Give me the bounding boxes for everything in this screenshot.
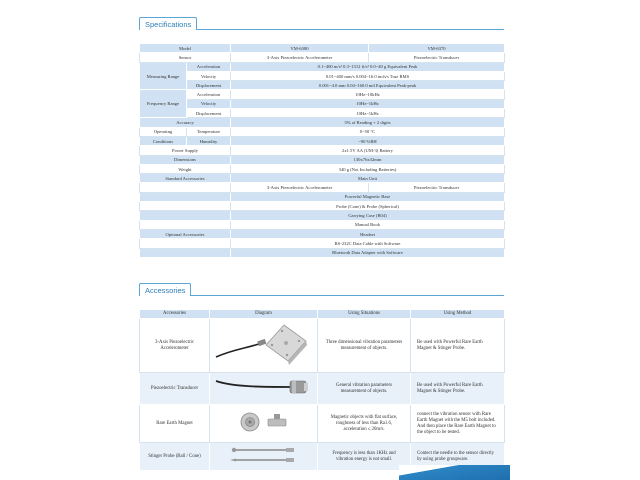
spec-empty-cell (140, 183, 231, 192)
spec-row-optional (140, 248, 505, 257)
fr-displacement-value: 10Hz~1kHz (231, 109, 505, 118)
spec-row-fr-acceleration (140, 90, 505, 99)
mr-displacement-label: Displacement (187, 81, 231, 90)
model-b: VM-6370 (369, 44, 505, 53)
weight-label: Weight (140, 164, 231, 173)
spec-row-standard-item (140, 211, 505, 220)
spec-row-optional (140, 229, 505, 238)
humidity-label: Humidity (187, 136, 231, 145)
column-header: Using Situations (318, 310, 411, 319)
mr-displacement-value: 0.001~4.0 mm 0.04~160.0 mil Equivalent Peak-peak (231, 81, 505, 90)
sensor-label: Sensor (140, 53, 231, 62)
accuracy-label: Accuracy (140, 118, 231, 127)
spec-row-power (140, 146, 505, 155)
sensor-a: 3-Axis Piezoelectric Accelerometer (231, 53, 369, 62)
standard-item: Powerful Magnetic Base (231, 192, 505, 201)
specifications-title: Specifications (139, 17, 197, 30)
probe-diagram (210, 443, 318, 471)
accessories-divider (139, 295, 504, 296)
column-header: Using Method (411, 310, 505, 319)
accessory-method: Be used with Powerful Rare Earth Magnet & Stinger Probe. (411, 319, 505, 373)
spec-row-mr-displacement (140, 81, 505, 90)
accelerometer-diagram (210, 319, 318, 373)
spec-empty-cell (140, 211, 231, 220)
transducer-image (214, 373, 314, 401)
accessory-name: Piezoelectric Transducer (140, 373, 210, 405)
fr-acceleration-label: Acceleration (187, 90, 231, 99)
standard-item: Probe (Cone) & Probe (Spherical) (231, 202, 505, 211)
spec-row-standard-item (140, 202, 505, 211)
fr-velocity-value: 10Hz~1kHz (231, 99, 505, 108)
model-label: Model (140, 44, 231, 53)
optional-accessories-label: Optional Accessories (140, 229, 231, 238)
standard-accessories-label: Standard Accessories (140, 174, 231, 183)
spec-row-weight (140, 164, 505, 173)
spec-row-humidity (140, 136, 505, 145)
spec-row-dimensions (140, 155, 505, 164)
mr-acceleration-value: 0.1~400 m/s² 0.3~1312 ft/s² 0.0~40 g Equivalent Peak (231, 62, 505, 71)
model-a: VM-6380 (231, 44, 369, 53)
dimensions-value: 130x76x32mm (231, 155, 505, 164)
spec-row-mr-acceleration (140, 62, 505, 71)
fr-acceleration-value: 10Hz~10kHz (231, 90, 505, 99)
humidity-value: ~90 %RH (231, 136, 505, 145)
accessory-method: Be used with Powerful Rare Earth Magnet & Stinger Probe. (411, 373, 505, 405)
operating-label: Operating (140, 127, 187, 136)
spec-row-fr-velocity (140, 99, 505, 108)
spec-row-fr-displacement (140, 109, 505, 118)
mr-acceleration-label: Acceleration (187, 62, 231, 71)
specifications-table (139, 43, 505, 258)
specifications-header (139, 16, 504, 30)
optional-item: Headset (231, 229, 505, 238)
optional-item: RS-232C Data Cable with Software (231, 239, 505, 248)
standard-item: Main Unit (231, 174, 505, 183)
spec-row-standard-sensors (140, 183, 505, 192)
spec-row-accuracy (140, 118, 505, 127)
measuring-range-label: Measuring Range (140, 62, 187, 90)
optional-item: Bluetooth Data Adapter with Software (231, 248, 505, 257)
accessory-row (140, 405, 505, 443)
stinger-probe-image (214, 443, 314, 467)
accessory-method: Contect the needle to the sensor directly by using probe groupware. (411, 443, 505, 471)
accessories-header (139, 282, 504, 296)
spec-row-model (140, 44, 505, 53)
temperature-label: Temperature (187, 127, 231, 136)
weight-value: 340 g (Not Including Batteries) (231, 164, 505, 173)
frequency-range-label: Frequency Range (140, 90, 187, 118)
accelerometer-image (214, 319, 314, 369)
spec-row-standard-item (140, 192, 505, 201)
conditions-label: Conditions (140, 136, 187, 145)
accessory-row (140, 319, 505, 373)
accessory-method: connect the vibration sensor with Rare Earth Magnet with the M5 bolt included. And then place the Rare Earth Magnet to the object to be tested. (411, 405, 505, 443)
standard-sensor-a: 3-Axis Piezoelectric Accelerometer (231, 183, 369, 192)
accessory-situation: Magnetic objects with flat surface, roughness of less than Ra1.6, acceleration ≤ 20m/s. (318, 405, 411, 443)
sensor-b: Piezoelectric Transducer (369, 53, 505, 62)
spec-empty-cell (140, 202, 231, 211)
decorative-footer-bar (399, 465, 510, 480)
magnet-image (214, 405, 314, 439)
fr-displacement-label: Displacement (187, 109, 231, 118)
accessory-row (140, 373, 505, 405)
accessory-situation: Three dimensional vibration parameters measurement of objects. (318, 319, 411, 373)
spec-empty-cell (140, 248, 231, 257)
power-label: Power Supply (140, 146, 231, 155)
column-header: Accessories (140, 310, 210, 319)
accessory-name: Stinger Probe (Ball / Cone) (140, 443, 210, 471)
spec-row-standard-item (140, 220, 505, 229)
accessory-situation: General vibration parameters measurement of objects. (318, 373, 411, 405)
accessories-table (139, 309, 505, 471)
accessory-name: Rare Earth Magnet (140, 405, 210, 443)
standard-item: Carrying Case (B04) (231, 211, 505, 220)
temperature-value: 0~50 °C (231, 127, 505, 136)
spec-empty-cell (140, 192, 231, 201)
column-header: Diagram (210, 310, 318, 319)
mr-velocity-value: 0.01~400 mm/s 0.004~16.0 inch/s True RMS (231, 71, 505, 80)
transducer-diagram (210, 373, 318, 405)
fr-velocity-label: Velocity (187, 99, 231, 108)
spec-empty-cell (140, 220, 231, 229)
dimensions-label: Dimensions (140, 155, 231, 164)
power-value: 2x1.5V AA (UM-3) Battery (231, 146, 505, 155)
magnet-diagram (210, 405, 318, 443)
accessories-header-row (140, 310, 505, 319)
accuracy-value: 5% of Reading + 2 digits (231, 118, 505, 127)
spec-row-standard-main (140, 174, 505, 183)
accessory-situation: Frequency is less than 1KHz and vibration energy is not small. (318, 443, 411, 471)
spec-empty-cell (140, 239, 231, 248)
standard-sensor-b: Piezoelectric Transducer (369, 183, 505, 192)
mr-velocity-label: Velocity (187, 71, 231, 80)
spec-row-temperature (140, 127, 505, 136)
standard-item: Manual Book (231, 220, 505, 229)
spec-row-optional (140, 239, 505, 248)
spec-row-sensor (140, 53, 505, 62)
spec-row-mr-velocity (140, 71, 505, 80)
accessories-title: Accessories (139, 283, 191, 296)
accessory-name: 3-Axis Piezoelectric Accelerometer (140, 319, 210, 373)
